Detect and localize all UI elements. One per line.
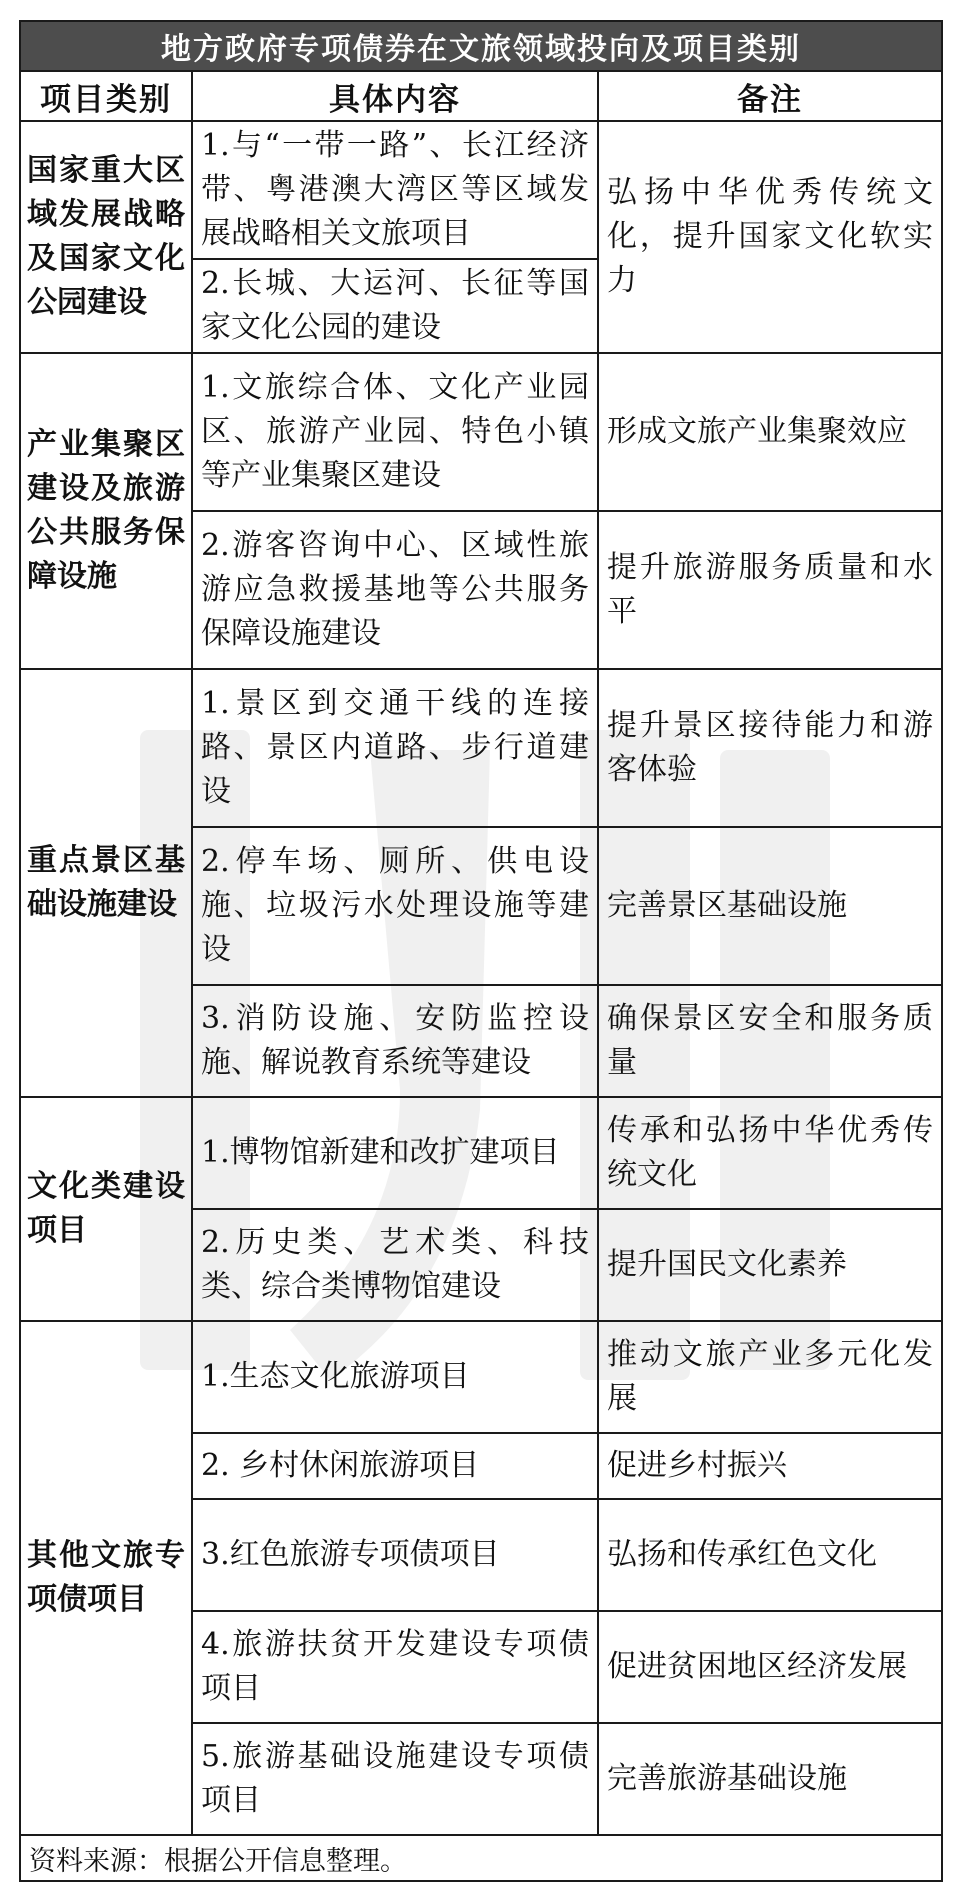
- content-cell: 4.旅游扶贫开发建设专项债项目: [192, 1611, 598, 1723]
- category-cell: 国家重大区域发展战略及国家文化公园建设: [20, 121, 192, 353]
- table-row: [20, 669, 942, 827]
- table-row: [20, 353, 942, 511]
- content-cell: 2.长城、大运河、长征等国家文化公园的建设: [192, 259, 598, 353]
- header-note: 备注: [598, 71, 942, 121]
- content-cell: 2.历史类、艺术类、科技类、综合类博物馆建设: [192, 1209, 598, 1321]
- bond-category-table: [19, 20, 943, 1882]
- table-row: [20, 121, 942, 259]
- content-cell: 2. 乡村休闲旅游项目: [192, 1433, 598, 1499]
- category-cell: 文化类建设项目: [20, 1097, 192, 1321]
- table-title: 地方政府专项债券在文旅领域投向及项目类别: [20, 21, 942, 71]
- table-header-row: [20, 71, 942, 121]
- content-cell: 2.停车场、厕所、供电设施、垃圾污水处理设施等建设: [192, 827, 598, 985]
- note-cell: 促进乡村振兴: [598, 1433, 942, 1499]
- note-cell: 提升旅游服务质量和水平: [598, 511, 942, 669]
- header-content: 具体内容: [192, 71, 598, 121]
- note-cell: 提升国民文化素养: [598, 1209, 942, 1321]
- note-cell: 弘扬中华优秀传统文化，提升国家文化软实力: [598, 121, 942, 353]
- content-cell: 3.红色旅游专项债项目: [192, 1499, 598, 1611]
- content-cell: 2.游客咨询中心、区域性旅游应急救援基地等公共服务保障设施建设: [192, 511, 598, 669]
- note-cell: 弘扬和传承红色文化: [598, 1499, 942, 1611]
- note-cell: 提升景区接待能力和游客体验: [598, 669, 942, 827]
- table-title-row: [20, 21, 942, 71]
- category-cell: 重点景区基础设施建设: [20, 669, 192, 1097]
- content-cell: 1.生态文化旅游项目: [192, 1321, 598, 1433]
- note-cell: 传承和弘扬中华优秀传统文化: [598, 1097, 942, 1209]
- note-cell: 完善旅游基础设施: [598, 1723, 942, 1835]
- source-row: [20, 1835, 942, 1881]
- header-category: 项目类别: [20, 71, 192, 121]
- content-cell: 3.消防设施、安防监控设施、解说教育系统等建设: [192, 985, 598, 1097]
- note-cell: 确保景区安全和服务质量: [598, 985, 942, 1097]
- content-cell: 1.与“一带一路”、长江经济带、粤港澳大湾区等区域发展战略相关文旅项目: [192, 121, 598, 259]
- table-row: [20, 1321, 942, 1433]
- note-cell: 促进贫困地区经济发展: [598, 1611, 942, 1723]
- note-cell: 形成文旅产业集聚效应: [598, 353, 942, 511]
- note-cell: 推动文旅产业多元化发展: [598, 1321, 942, 1433]
- table-row: [20, 1097, 942, 1209]
- content-cell: 1.文旅综合体、文化产业园区、旅游产业园、特色小镇等产业集聚区建设: [192, 353, 598, 511]
- category-cell: 其他文旅专项债项目: [20, 1321, 192, 1835]
- category-cell: 产业集聚区建设及旅游公共服务保障设施: [20, 353, 192, 669]
- content-cell: 1.景区到交通干线的连接路、景区内道路、步行道建设: [192, 669, 598, 827]
- note-cell: 完善景区基础设施: [598, 827, 942, 985]
- source-note: 资料来源：根据公开信息整理。: [20, 1835, 942, 1881]
- content-cell: 5.旅游基础设施建设专项债项目: [192, 1723, 598, 1835]
- content-cell: 1.博物馆新建和改扩建项目: [192, 1097, 598, 1209]
